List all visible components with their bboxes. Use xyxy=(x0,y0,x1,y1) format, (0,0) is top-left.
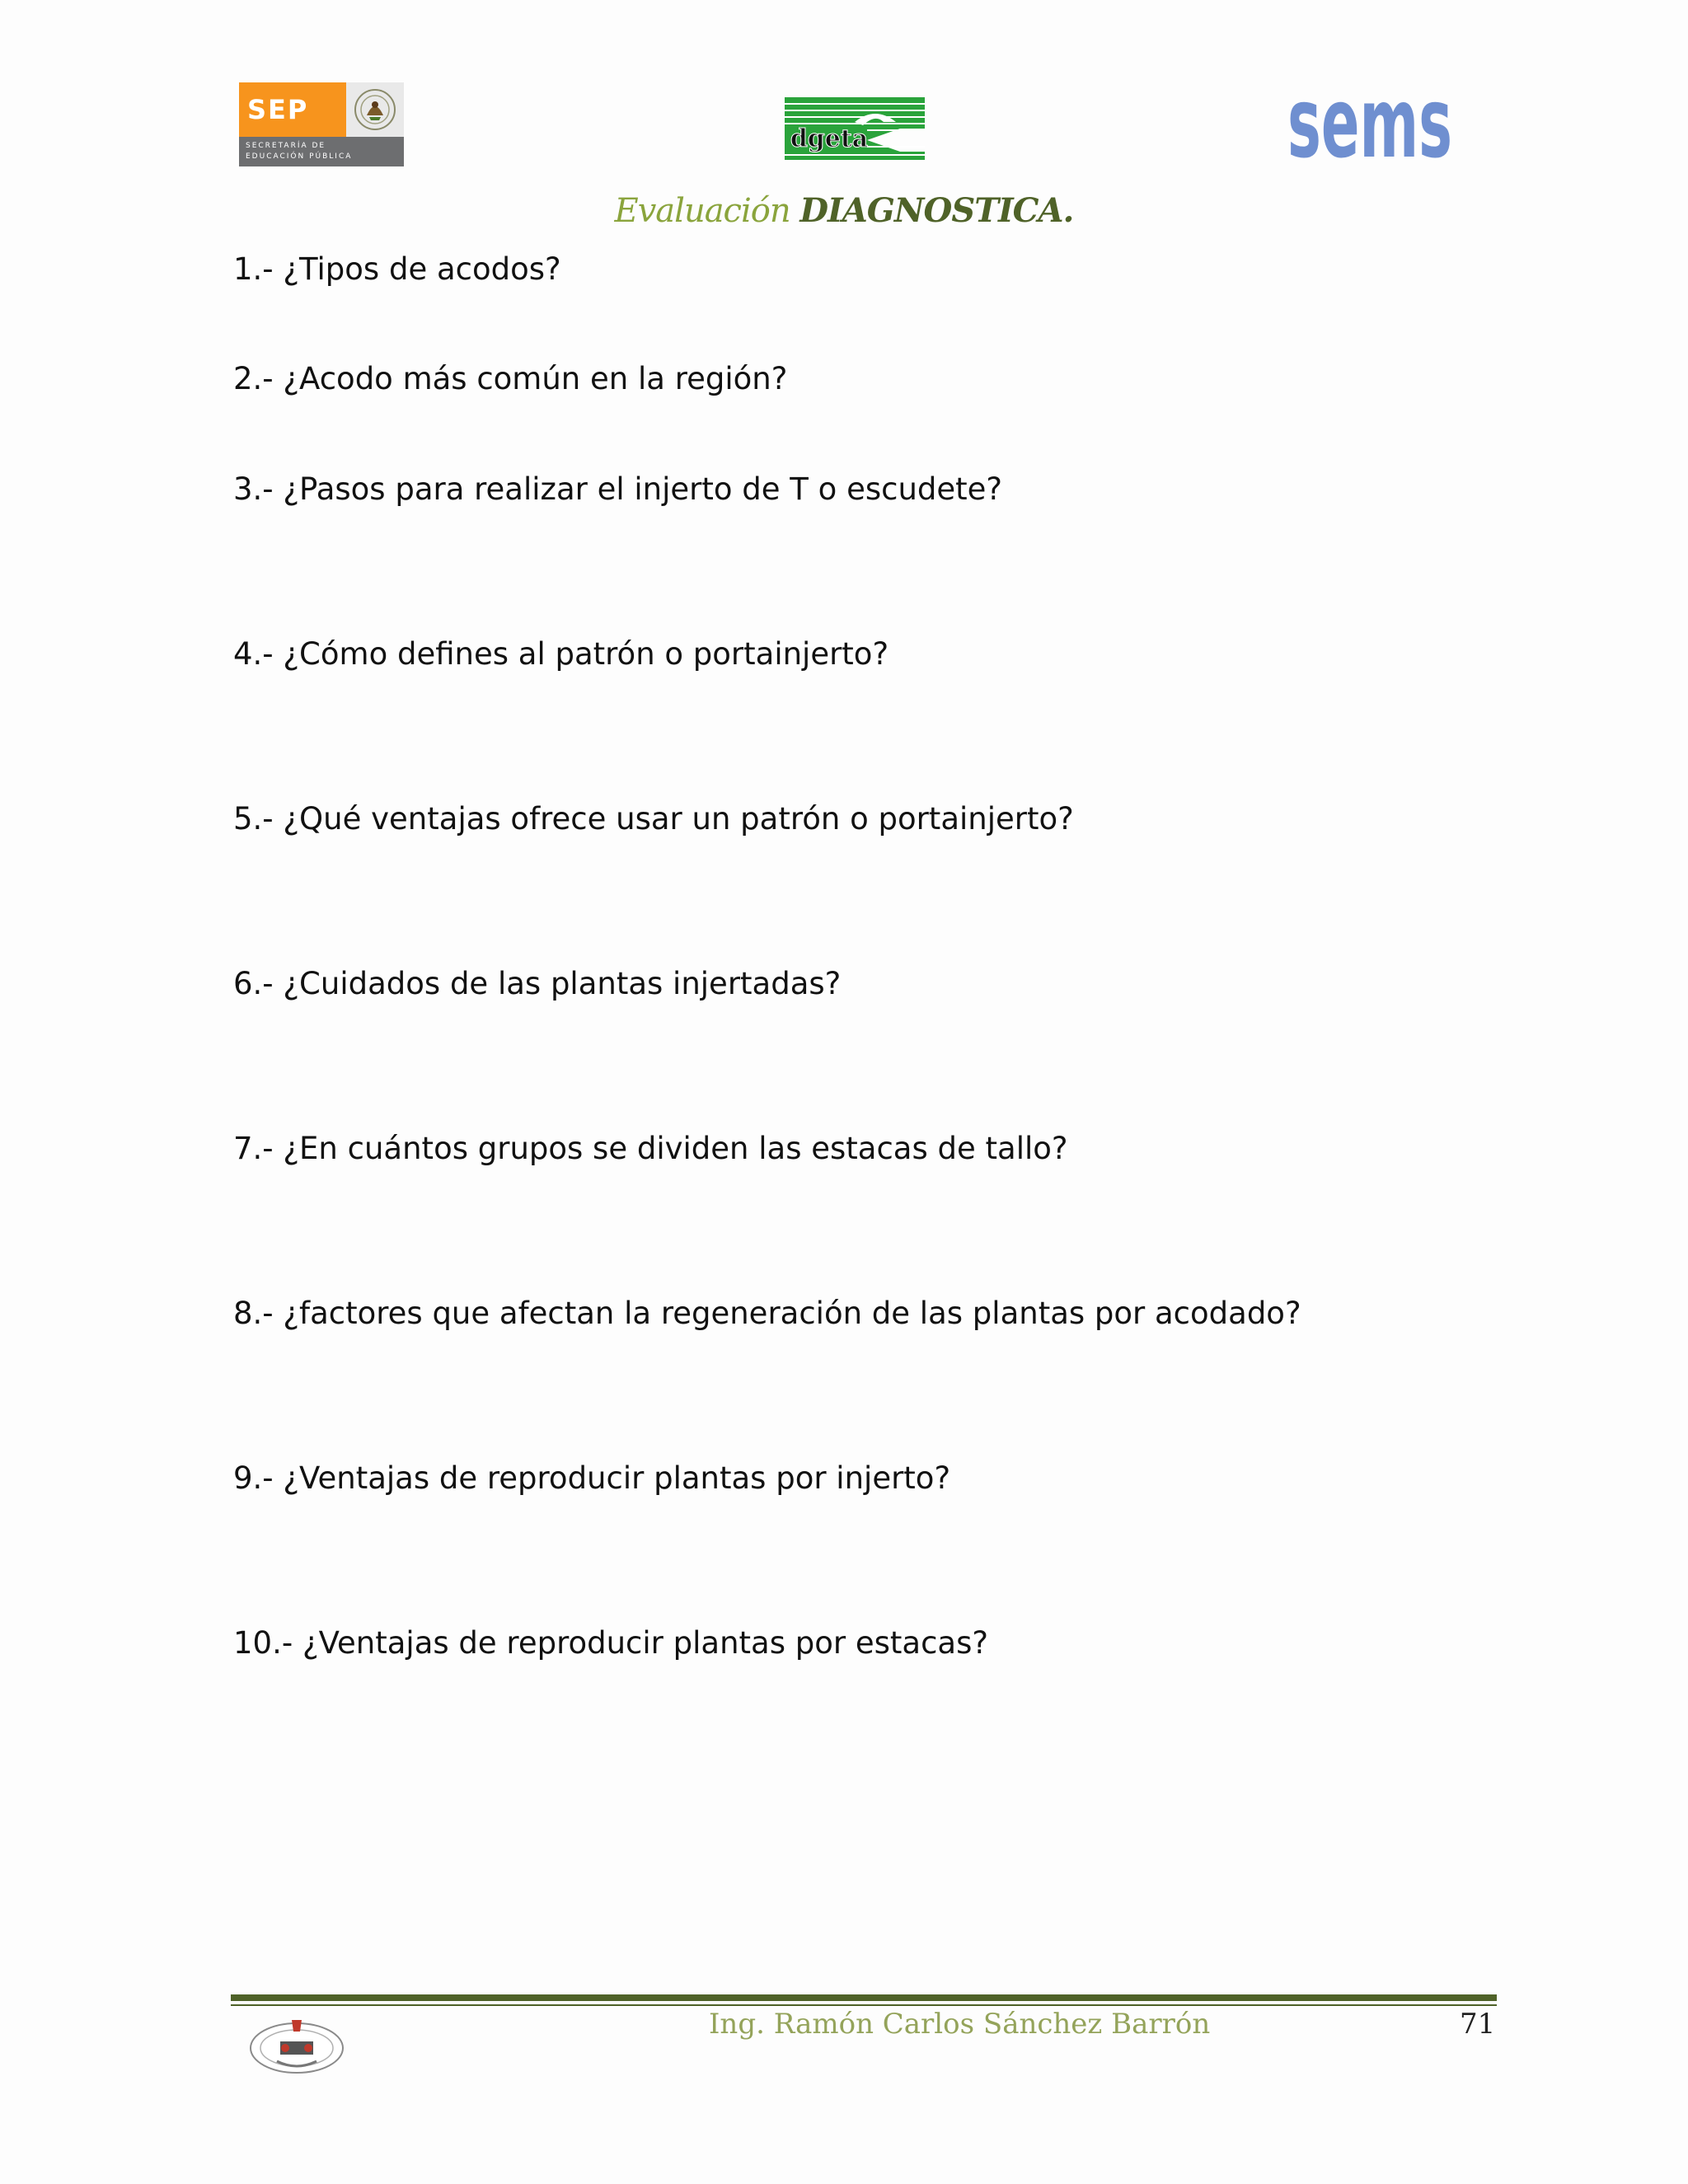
school-emblem-icon xyxy=(244,2013,349,2079)
question-7: 7.- ¿En cuántos grupos se dividen las estacas de tallo? xyxy=(233,1131,1068,1166)
sems-logo xyxy=(1286,66,1455,180)
question-8: 8.- ¿factores que afectan la regeneración de las plantas por acodado? xyxy=(233,1296,1301,1331)
question-9: 9.- ¿Ventajas de reproducir plantas por injerto? xyxy=(233,1460,951,1496)
page-number: 71 xyxy=(1460,2008,1496,2041)
sep-subtitle-line2: EDUCACIÓN PÚBLICA xyxy=(246,152,353,161)
title-diagnostica: DIAGNOSTICA. xyxy=(799,191,1074,230)
sep-subtitle-line1: SECRETARÍA DE xyxy=(246,142,326,150)
title-evaluacion: Evaluación xyxy=(614,192,790,230)
question-6: 6.- ¿Cuidados de las plantas injertadas? xyxy=(233,966,842,1001)
footer-author: Ing. Ramón Carlos Sánchez Barrón xyxy=(709,2008,1211,2041)
question-10: 10.- ¿Ventajas de reproducir plantas por estacas? xyxy=(233,1625,989,1661)
dgeta-logo xyxy=(776,89,933,163)
evaluation-title xyxy=(0,191,1688,230)
footer-divider xyxy=(231,1994,1497,2001)
sep-logo-text: SEP xyxy=(247,94,309,125)
question-5: 5.- ¿Qué ventajas ofrece usar un patrón o portainjerto? xyxy=(233,801,1074,837)
question-1: 1.- ¿Tipos de acodos? xyxy=(233,251,561,287)
footer-divider-thin xyxy=(231,2004,1497,2006)
dgeta-logo-text: dgeta xyxy=(790,124,869,153)
question-2: 2.- ¿Acodo más común en la región? xyxy=(233,361,788,396)
mexico-seal-icon xyxy=(346,82,404,137)
question-3: 3.- ¿Pasos para realizar el injerto de T o escudete? xyxy=(233,471,1003,507)
question-4: 4.- ¿Cómo defines al patrón o portainjerto? xyxy=(233,636,889,672)
sep-logo xyxy=(239,82,404,166)
sems-logo-text: sems xyxy=(1287,66,1452,180)
